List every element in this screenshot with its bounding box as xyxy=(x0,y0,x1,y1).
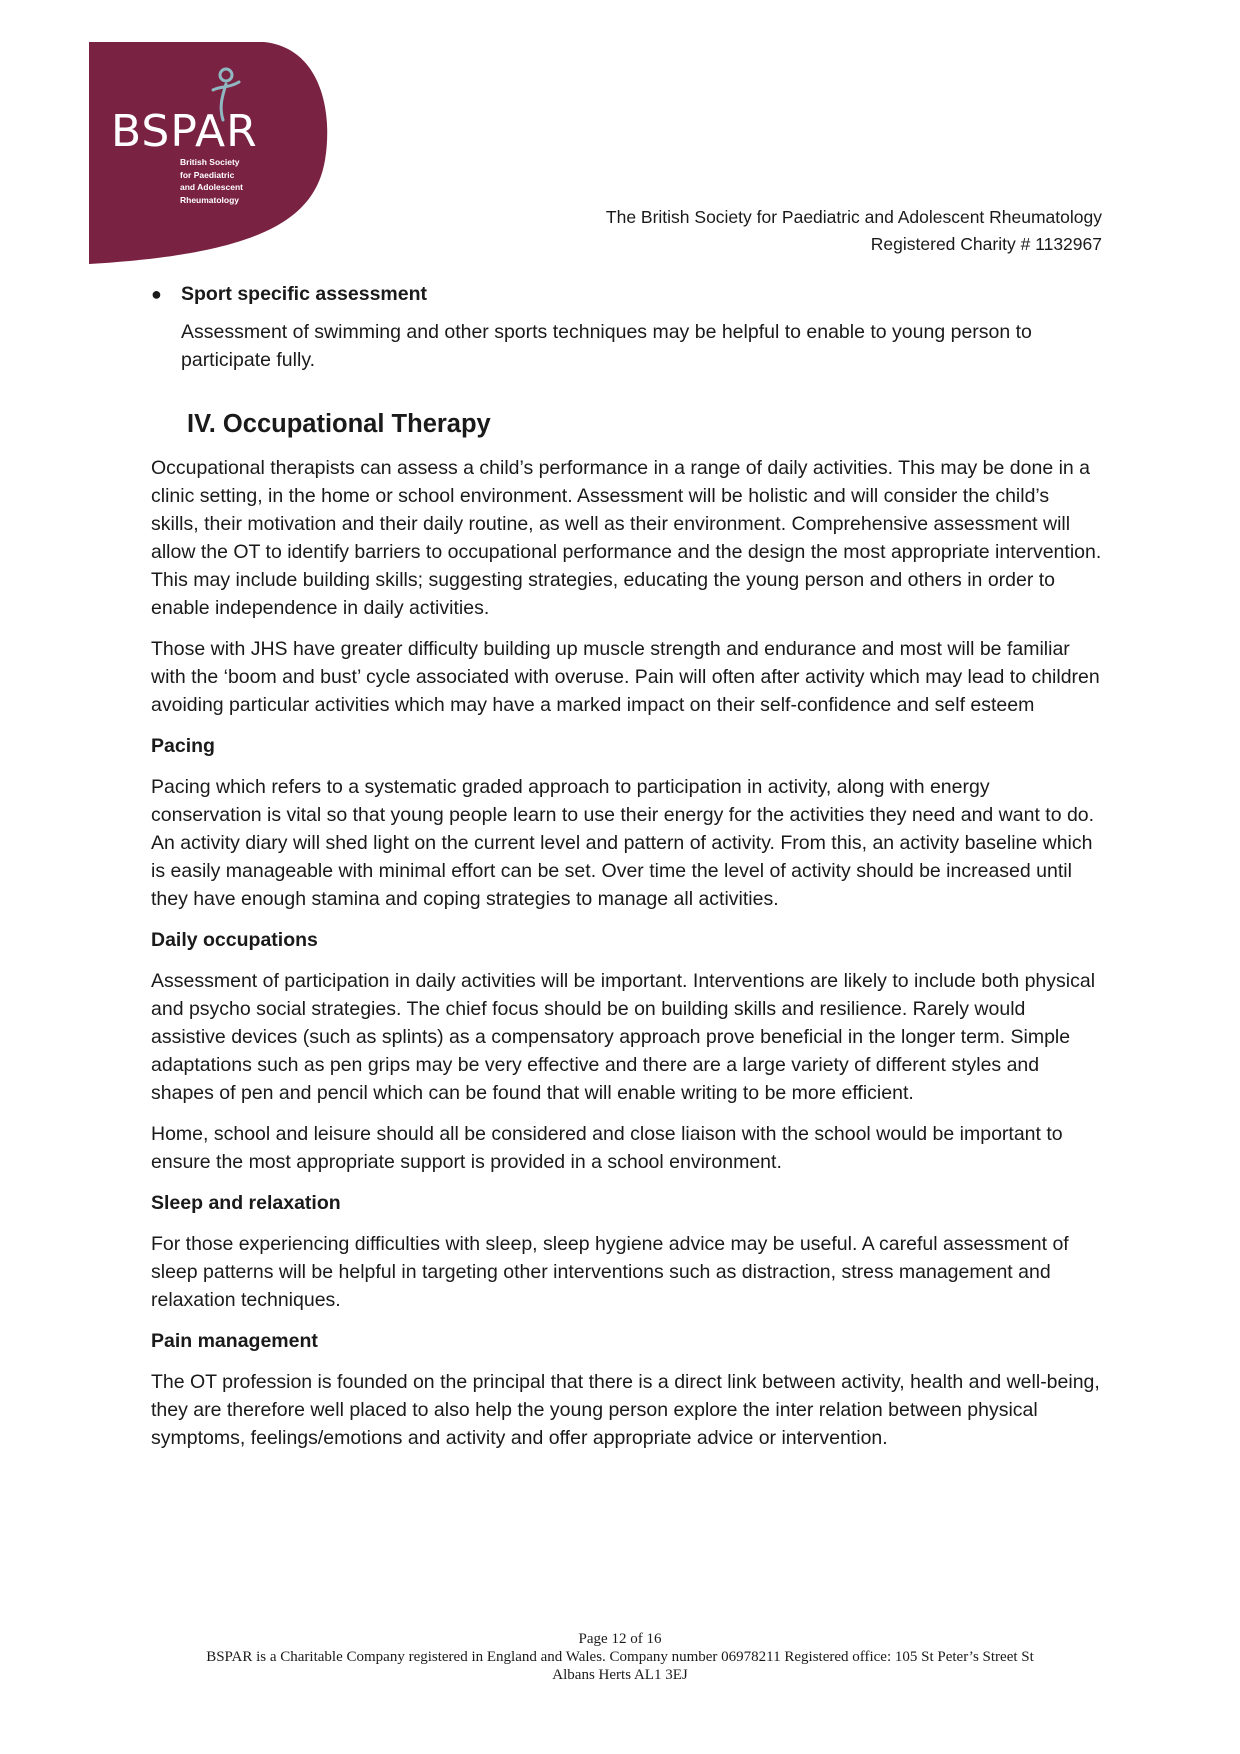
logo-subtitle-line: and Adolescent xyxy=(180,182,243,192)
bspar-logo xyxy=(89,42,329,264)
header-org-name: The British Society for Paediatric and Adolescent Rheumatology xyxy=(605,207,1102,227)
logo-subtitle-line: British Society xyxy=(180,157,240,167)
header-charity-number: Registered Charity # 1132967 xyxy=(870,234,1102,254)
page-footer xyxy=(0,1630,1240,1684)
document-body xyxy=(151,280,1102,1465)
logo-wordmark: BSPAR xyxy=(111,106,258,157)
logo-subtitle-line: Rheumatology xyxy=(180,194,240,205)
paragraph-pain: The OT profession is founded on the principal that there is a direct link between activity, health and well-being, they are therefore well placed to also help the young person explore the inter relation between physical symptoms, feelings/emotions and activity and offer appropriate advice or intervention. xyxy=(151,1371,1100,1449)
paragraph-intro-2: Those with JHS have greater difficulty building up muscle strength and endurance and most will be familiar with the ‘boom and bust’ cycle associated with overuse. Pain will often after activity which may lead to children avoiding particular activities which may have a marked impact on their self-confidence and self esteem xyxy=(151,638,1100,716)
paragraph-daily-2: Home, school and leisure should all be considered and close liaison with the school would be important to ensure the most appropriate support is provided in a school environment. xyxy=(151,1123,1063,1173)
header-organisation xyxy=(606,204,1102,258)
footer-registration-line-2: Albans Herts AL1 3EJ xyxy=(552,1667,688,1683)
footer-registration-line-1: BSPAR is a Charitable Company registered in England and Wales. Company number 06978211 Registered office: 105 St Peter’s Street St xyxy=(206,1649,1034,1665)
subheading-pacing: Pacing xyxy=(151,735,215,757)
subheading-sleep: Sleep and relaxation xyxy=(151,1192,341,1214)
paragraph-intro-1: Occupational therapists can assess a child’s performance in a range of daily activities. This may be done in a clinic setting, in the home or school environment. Assessment will be holistic and will consider the child’s skills, their motivation and their daily routine, as well as their environment. Comprehensive assessment will allow the OT to identify barriers to occupational performance and the design the most appropriate intervention. This may include building skills; suggesting strategies, educating the young person and others in order to enable independence in daily activities. xyxy=(151,457,1102,619)
paragraph-pacing: Pacing which refers to a systematic graded approach to participation in activity, along with energy conservation is vital so that young people learn to use their energy for the activities they need and want to do. An activity diary will shed light on the current level and pattern of activity. From this, an activity baseline which is easily manageable with minimal effort can be set. Over time the level of activity should be increased until they have enough stamina and coping strategies to manage all activities. xyxy=(151,776,1095,910)
subheading-pain: Pain management xyxy=(151,1330,318,1352)
logo-subtitle xyxy=(180,156,290,206)
bullet-title: Sport specific assessment xyxy=(181,283,428,305)
bullet-item xyxy=(151,280,1102,308)
page-number: Page 12 of 16 xyxy=(578,1631,662,1647)
paragraph-sleep: For those experiencing difficulties with sleep, sleep hygiene advice may be useful. A careful assessment of sleep patterns will be helpful in targeting other interventions such as distraction, stress management and relaxation techniques. xyxy=(151,1233,1069,1311)
logo-subtitle-line: for Paediatric xyxy=(180,169,235,180)
section-heading: IV. Occupational Therapy xyxy=(187,410,491,438)
bullet-dot-icon: ● xyxy=(151,284,162,304)
subheading-daily-occupations: Daily occupations xyxy=(151,929,318,951)
bullet-body: Assessment of swimming and other sports techniques may be helpful to enable to young person to participate fully. xyxy=(181,321,1032,371)
paragraph-daily-1: Assessment of participation in daily activities will be important. Interventions are likely to include both physical and psycho social strategies. The chief focus should be on building skills and resilience. Rarely would assistive devices (such as splints) as a compensatory approach prove beneficial in the longer term. Simple adaptations such as pen grips may be very effective and there are a large variety of different styles and shapes of pen and pencil which can be found that will enable writing to be more efficient. xyxy=(151,970,1096,1104)
